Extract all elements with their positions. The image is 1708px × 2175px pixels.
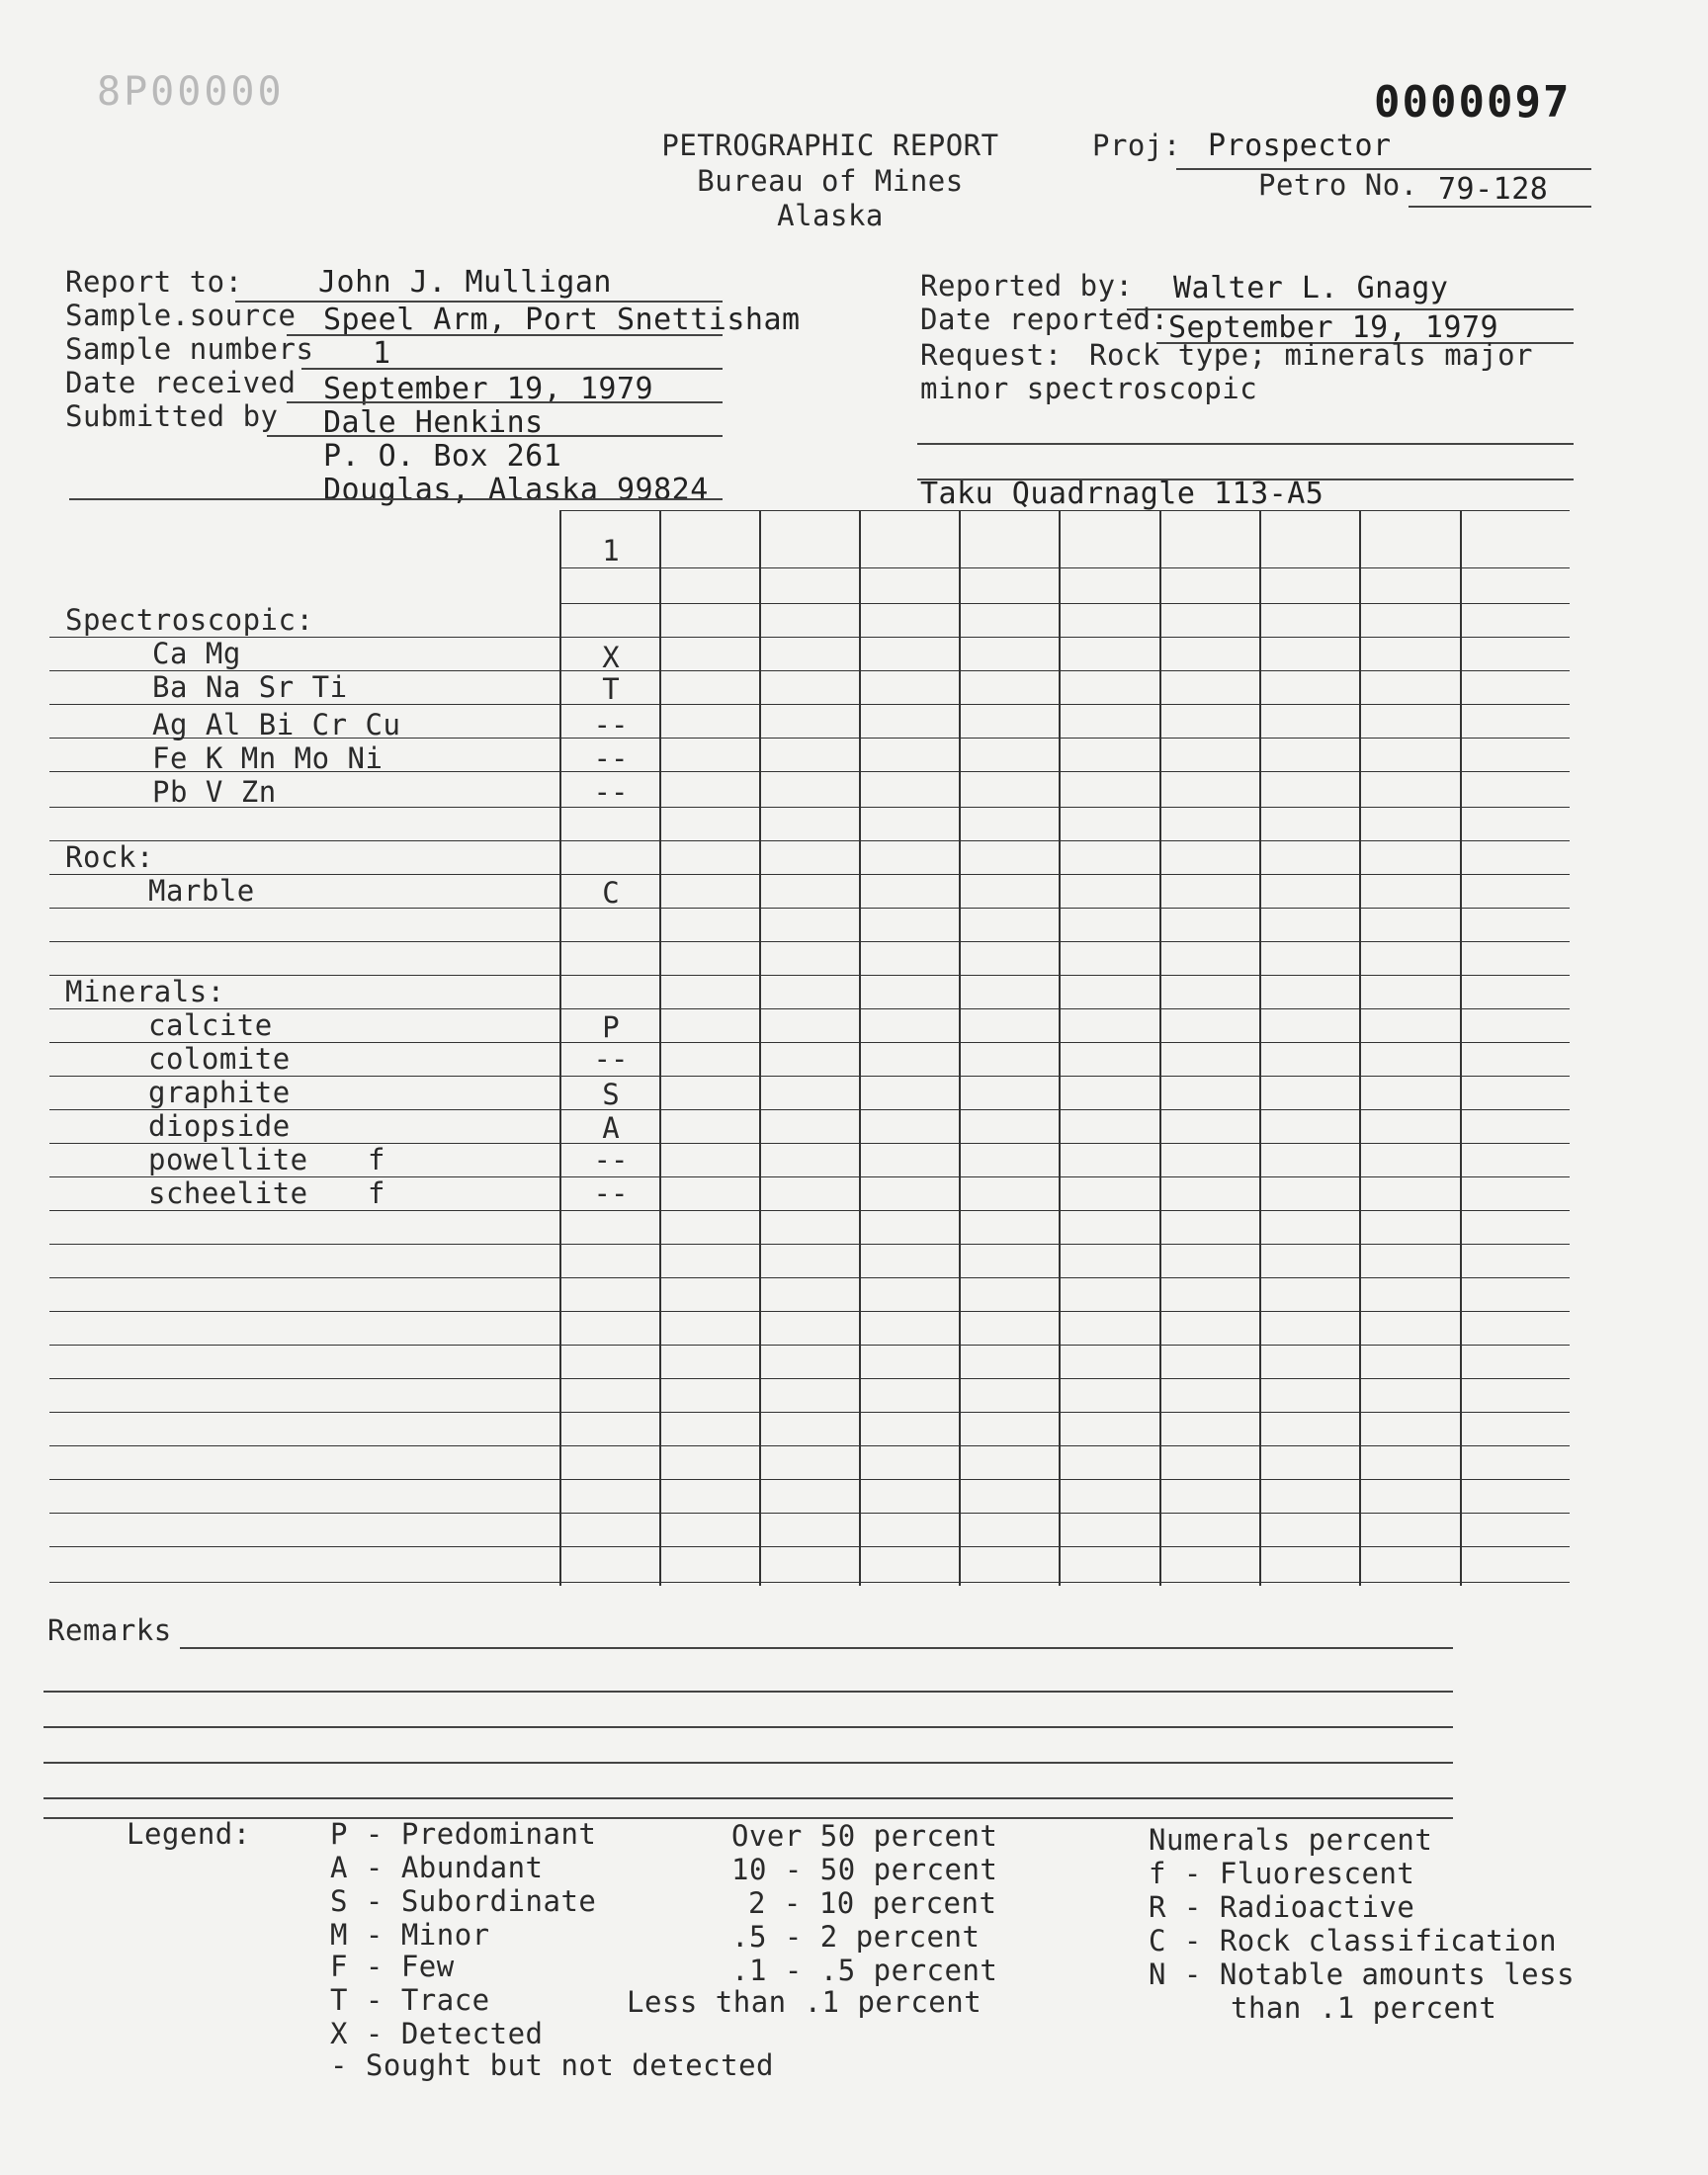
table-rule bbox=[49, 1311, 1570, 1312]
request-label: Request: bbox=[920, 338, 1063, 372]
mineral-row-label: scheelite bbox=[148, 1176, 308, 1210]
submitted-by-label: Submitted by bbox=[65, 399, 279, 433]
table-rule bbox=[49, 1412, 1570, 1413]
report-to-label: Report to: bbox=[65, 265, 243, 299]
rock-row-label: Marble bbox=[148, 874, 255, 908]
table-rule bbox=[49, 975, 1570, 976]
report-to-value: John J. Mulligan bbox=[318, 265, 612, 300]
table-rule bbox=[49, 807, 1570, 808]
legend-entry: A - Abundant bbox=[330, 1851, 544, 1884]
proj-value: Prospector bbox=[1208, 129, 1392, 163]
address-line-2: Douglas, Alaska 99824 bbox=[323, 473, 709, 507]
legend-note: Numerals percent bbox=[1149, 1823, 1433, 1857]
bureau-name: Bureau of Mines bbox=[697, 164, 964, 198]
mineral-row-flag: f bbox=[368, 1143, 385, 1176]
legend-note: f - Fluorescent bbox=[1149, 1857, 1415, 1890]
legend-entry: - Sought but not detected bbox=[330, 2048, 774, 2082]
legend-note: C - Rock classification bbox=[1149, 1924, 1558, 1958]
legend-percent: .5 - 2 percent bbox=[731, 1920, 981, 1954]
petro-no-label: Petro No. bbox=[1258, 168, 1418, 202]
table-rule bbox=[49, 704, 1570, 705]
table-rule bbox=[49, 1479, 1570, 1480]
table-rule bbox=[49, 1445, 1570, 1446]
spectro-row-value: -- bbox=[593, 708, 629, 741]
mineral-row-flag: f bbox=[368, 1176, 385, 1210]
mineral-row-label: powellite bbox=[148, 1143, 308, 1176]
document-number-stamp: 0000097 bbox=[1374, 77, 1572, 128]
minerals-heading: Minerals: bbox=[65, 975, 225, 1008]
spectro-row-value: -- bbox=[593, 741, 629, 775]
mineral-row-value: -- bbox=[593, 1176, 629, 1210]
mineral-row-label: graphite bbox=[148, 1076, 291, 1109]
spectro-row-label: Fe K Mn Mo Ni bbox=[152, 741, 384, 775]
legend-entry: F - Few bbox=[330, 1950, 455, 1983]
legend-entry: X - Detected bbox=[330, 2017, 544, 2050]
mineral-row-label: colomite bbox=[148, 1042, 291, 1076]
spectro-row-value: X bbox=[602, 641, 620, 674]
petro-no-value: 79-128 bbox=[1438, 172, 1549, 207]
table-rule bbox=[49, 1277, 1570, 1278]
table-rule bbox=[49, 1210, 1570, 1211]
legend-percent: 10 - 50 percent bbox=[731, 1853, 998, 1886]
submitted-by-value: Dale Henkins bbox=[323, 405, 544, 440]
date-reported-label: Date reported: bbox=[920, 303, 1169, 336]
sample-numbers-label: Sample numbers bbox=[65, 332, 314, 366]
table-rule bbox=[49, 1378, 1570, 1379]
table-rule bbox=[49, 1345, 1570, 1346]
mineral-row-value: -- bbox=[593, 1143, 629, 1176]
table-rule bbox=[49, 941, 1570, 942]
state-name: Alaska bbox=[777, 199, 884, 232]
legend-percent: Over 50 percent bbox=[731, 1819, 998, 1853]
table-rule bbox=[49, 840, 1570, 841]
column-header-sample-1: 1 bbox=[602, 534, 620, 567]
spectro-row-label: Pb V Zn bbox=[152, 775, 277, 809]
mineral-row-label: diopside bbox=[148, 1109, 291, 1143]
spectro-row-value: -- bbox=[593, 775, 629, 809]
legend-percent: Less than .1 percent bbox=[627, 1985, 982, 2019]
date-received-value: September 19, 1979 bbox=[323, 372, 654, 406]
table-rule bbox=[49, 1513, 1570, 1514]
reported-by-value: Walter L. Gnagy bbox=[1173, 271, 1449, 305]
mineral-row-label: calcite bbox=[148, 1008, 273, 1042]
spectro-row-value: T bbox=[602, 672, 620, 706]
mineral-row-value: A bbox=[602, 1111, 620, 1145]
legend-entry: P - Predominant bbox=[330, 1817, 597, 1851]
table-rule bbox=[49, 1244, 1570, 1245]
legend-percent: 2 - 10 percent bbox=[748, 1886, 997, 1920]
rock-heading: Rock: bbox=[65, 840, 154, 874]
legend-note: than .1 percent bbox=[1231, 1991, 1497, 2025]
sample-numbers-value: 1 bbox=[373, 336, 391, 371]
legend-note: R - Radioactive bbox=[1149, 1890, 1415, 1924]
spectro-row-label: Ba Na Sr Ti bbox=[152, 670, 348, 704]
date-received-label: Date received bbox=[65, 366, 297, 399]
request-line-1: Rock type; minerals major bbox=[1089, 338, 1533, 372]
mineral-row-value: P bbox=[602, 1010, 620, 1044]
date-reported-value: September 19, 1979 bbox=[1168, 310, 1499, 345]
legend-note: N - Notable amounts less bbox=[1149, 1958, 1576, 1991]
request-line-2: minor spectroscopic bbox=[920, 372, 1258, 405]
mineral-row-value: S bbox=[602, 1078, 620, 1111]
mineral-row-value: -- bbox=[593, 1042, 629, 1076]
quadrangle-label: Taku Quadrnagle 113-A5 bbox=[920, 477, 1324, 511]
table-rule bbox=[49, 908, 1570, 909]
address-line-1: P. O. Box 261 bbox=[323, 439, 562, 474]
legend-entry: T - Trace bbox=[330, 1983, 490, 2017]
table-rule bbox=[49, 874, 1570, 875]
spectro-row-label: Ca Mg bbox=[152, 637, 241, 670]
legend-entry: M - Minor bbox=[330, 1918, 490, 1952]
report-title: PETROGRAPHIC REPORT bbox=[661, 129, 999, 162]
proj-label: Proj: bbox=[1092, 129, 1181, 162]
table-rule bbox=[49, 1008, 1570, 1009]
legend-label: Legend: bbox=[127, 1817, 251, 1851]
table-rule bbox=[49, 1546, 1570, 1547]
spectro-row-label: Ag Al Bi Cr Cu bbox=[152, 708, 401, 741]
table-rule bbox=[49, 1582, 1570, 1583]
legend-percent: .1 - .5 percent bbox=[731, 1954, 998, 1987]
spectroscopic-heading: Spectroscopic: bbox=[65, 603, 314, 637]
sample-source-label: Sample.source bbox=[65, 299, 297, 332]
rock-row-value: C bbox=[602, 876, 620, 910]
legend-entry: S - Subordinate bbox=[330, 1884, 597, 1918]
reported-by-label: Reported by: bbox=[920, 269, 1134, 303]
sample-source-value: Speel Arm, Port Snettisham bbox=[323, 303, 801, 337]
table-rule bbox=[49, 637, 1570, 638]
faint-stamp-number: 8P00000 bbox=[97, 69, 285, 115]
remarks-label: Remarks bbox=[47, 1613, 172, 1647]
